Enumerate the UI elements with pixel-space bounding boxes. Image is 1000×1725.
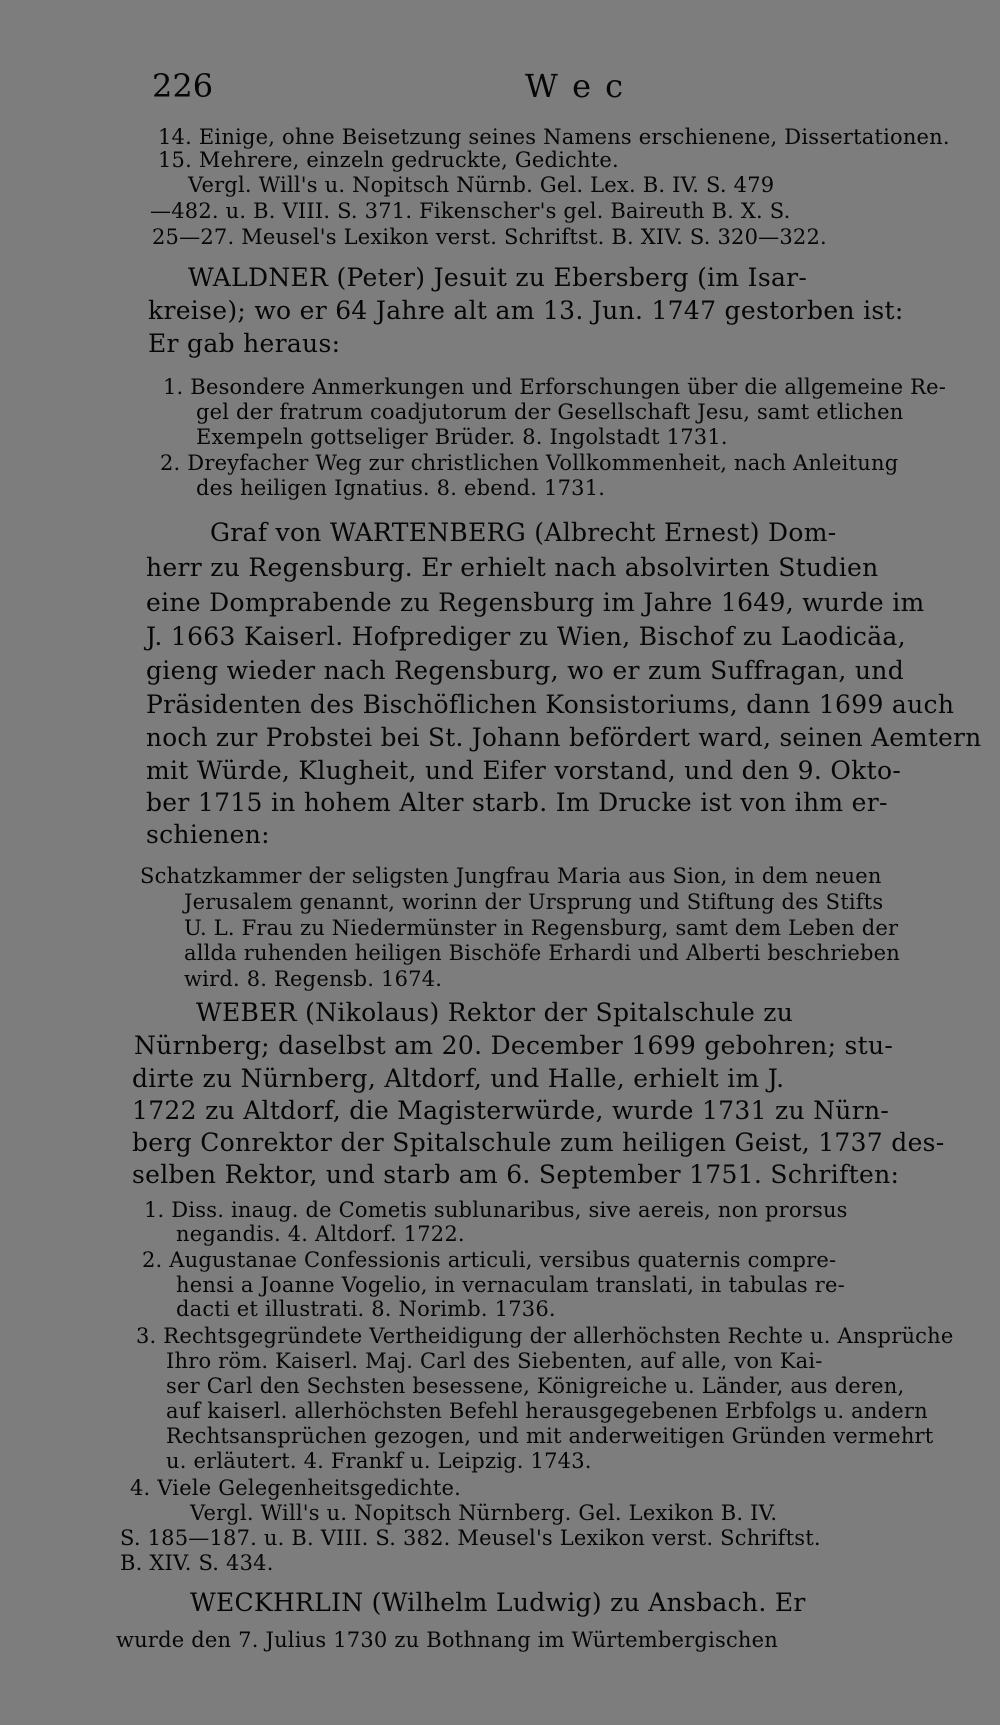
entry-heading-line: Graf von WARTENBERG (Albrecht Ernest) Dom- xyxy=(210,518,837,547)
text-line: Schatzkammer der seligsten Jungfrau Maria aus Sion, in dem neuen xyxy=(140,864,882,888)
text-line: negandis. 4. Altdorf. 1722. xyxy=(176,1222,465,1246)
text-line: Nürnberg; daselbst am 20. December 1699 gebohren; stu- xyxy=(134,1031,894,1060)
text-line: Vergl. Will's u. Nopitsch Nürnberg. Gel. Lexikon B. IV. xyxy=(190,1501,778,1525)
text-line: Er gab heraus: xyxy=(148,329,341,358)
page-number: 226 xyxy=(152,67,214,105)
text-line: Vergl. Will's u. Nopitsch Nürnb. Gel. Lex. B. IV. S. 479 xyxy=(188,173,775,197)
list-item: 1. Diss. inaug. de Cometis sublunaribus, sive aereis, non prorsus xyxy=(144,1198,848,1222)
text-line: herr zu Regensburg. Er erhielt nach absolvirten Studien xyxy=(146,553,879,582)
text-line: noch zur Probstei bei St. Johann befördert ward, seinen Aemtern xyxy=(146,723,982,752)
list-item: 1. Besondere Anmerkungen und Erforschungen über die allgemeine Re- xyxy=(163,375,947,399)
list-item: 4. Viele Gelegenheitsgedichte. xyxy=(130,1476,461,1500)
text-line: Rechtsansprüchen gezogen, und mit anderweitigen Gründen vermehrt xyxy=(166,1424,934,1448)
text-line: allda ruhenden heiligen Bischöfe Erhardi und Alberti beschrieben xyxy=(184,941,900,965)
text-line: berg Conrektor der Spitalschule zum heiligen Geist, 1737 des- xyxy=(132,1128,945,1157)
text-line: des heiligen Ignatius. 8. ebend. 1731. xyxy=(196,476,606,500)
text-line: wird. 8. Regensb. 1674. xyxy=(184,967,443,991)
text-line: kreise); wo er 64 Jahre alt am 13. Jun. 1747 gestorben ist: xyxy=(148,296,904,325)
entry-heading-line: WALDNER (Peter) Jesuit zu Ebersberg (im Isar- xyxy=(188,263,808,292)
text-line: 25—27. Meusel's Lexikon verst. Schriftst. B. XIV. S. 320—322. xyxy=(152,225,827,249)
running-title: W e c xyxy=(525,67,626,105)
text-line: S. 185—187. u. B. VIII. S. 382. Meusel's Lexikon verst. Schriftst. xyxy=(120,1526,821,1550)
text-line: wurde den 7. Julius 1730 zu Bothnang im Würtembergischen xyxy=(116,1628,778,1652)
text-line: dirte zu Nürnberg, Altdorf, und Halle, erhielt im J. xyxy=(132,1064,785,1093)
entry-heading-line: WEBER (Nikolaus) Rektor der Spitalschule zu xyxy=(196,998,794,1027)
list-item: 2. Dreyfacher Weg zur christlichen Vollkommenheit, nach Anleitung xyxy=(160,451,899,475)
text-line: hensi a Joanne Vogelio, in vernaculam translati, in tabulas re- xyxy=(176,1273,845,1297)
text-line: gel der fratrum coadjutorum der Gesellschaft Jesu, samt etlichen xyxy=(196,400,904,424)
list-item: 3. Rechtsgegründete Vertheidigung der allerhöchsten Rechte u. Ansprüche xyxy=(136,1324,954,1348)
text-line: dacti et illustrati. 8. Norimb. 1736. xyxy=(176,1297,556,1321)
text-line: eine Domprabende zu Regensburg im Jahre 1649, wurde im xyxy=(146,588,925,617)
text-line: auf kaiserl. allerhöchsten Befehl herausgegebenen Erbfolgs u. andern xyxy=(166,1399,928,1423)
text-line: 14. Einige, ohne Beisetzung seines Namens erschienene, Dissertationen. xyxy=(158,125,950,149)
text-line: —482. u. B. VIII. S. 371. Fikenscher's gel. Baireuth B. X. S. xyxy=(150,199,791,223)
text-line: B. XIV. S. 434. xyxy=(120,1551,274,1575)
text-line: Ihro röm. Kaiserl. Maj. Carl des Siebenten, auf alle, von Kai- xyxy=(166,1349,823,1373)
text-line: selben Rektor, und starb am 6. September 1751. Schriften: xyxy=(132,1160,900,1189)
text-line: 1722 zu Altdorf, die Magisterwürde, wurde 1731 zu Nürn- xyxy=(132,1096,890,1125)
text-line: Präsidenten des Bischöflichen Konsistoriums, dann 1699 auch xyxy=(146,690,955,719)
text-line: schienen: xyxy=(146,820,270,849)
text-line: gieng wieder nach Regensburg, wo er zum Suffragan, und xyxy=(146,656,904,685)
list-item: 2. Augustanae Confessionis articuli, versibus quaternis compre- xyxy=(142,1248,837,1272)
text-line: U. L. Frau zu Niedermünster in Regensburg, samt dem Leben der xyxy=(184,916,899,940)
text-line: mit Würde, Klugheit, und Eifer vorstand, und den 9. Okto- xyxy=(146,756,902,785)
text-line: J. 1663 Kaiserl. Hofprediger zu Wien, Bischof zu Laodicäa, xyxy=(146,622,906,651)
text-line: Exempeln gottseliger Brüder. 8. Ingolstadt 1731. xyxy=(196,425,728,449)
text-line: ber 1715 in hohem Alter starb. Im Drucke ist von ihm er- xyxy=(146,788,888,817)
text-line: u. erläutert. 4. Frankf u. Leipzig. 1743. xyxy=(166,1449,592,1473)
text-line: Jerusalem genannt, worinn der Ursprung und Stiftung des Stifts xyxy=(184,890,884,914)
entry-heading-line: WECKHRLIN (Wilhelm Ludwig) zu Ansbach. Er xyxy=(190,1588,806,1617)
text-line: ser Carl den Sechsten besessene, Königreiche u. Länder, aus deren, xyxy=(166,1374,905,1398)
text-line: 15. Mehrere, einzeln gedruckte, Gedichte. xyxy=(158,148,619,172)
